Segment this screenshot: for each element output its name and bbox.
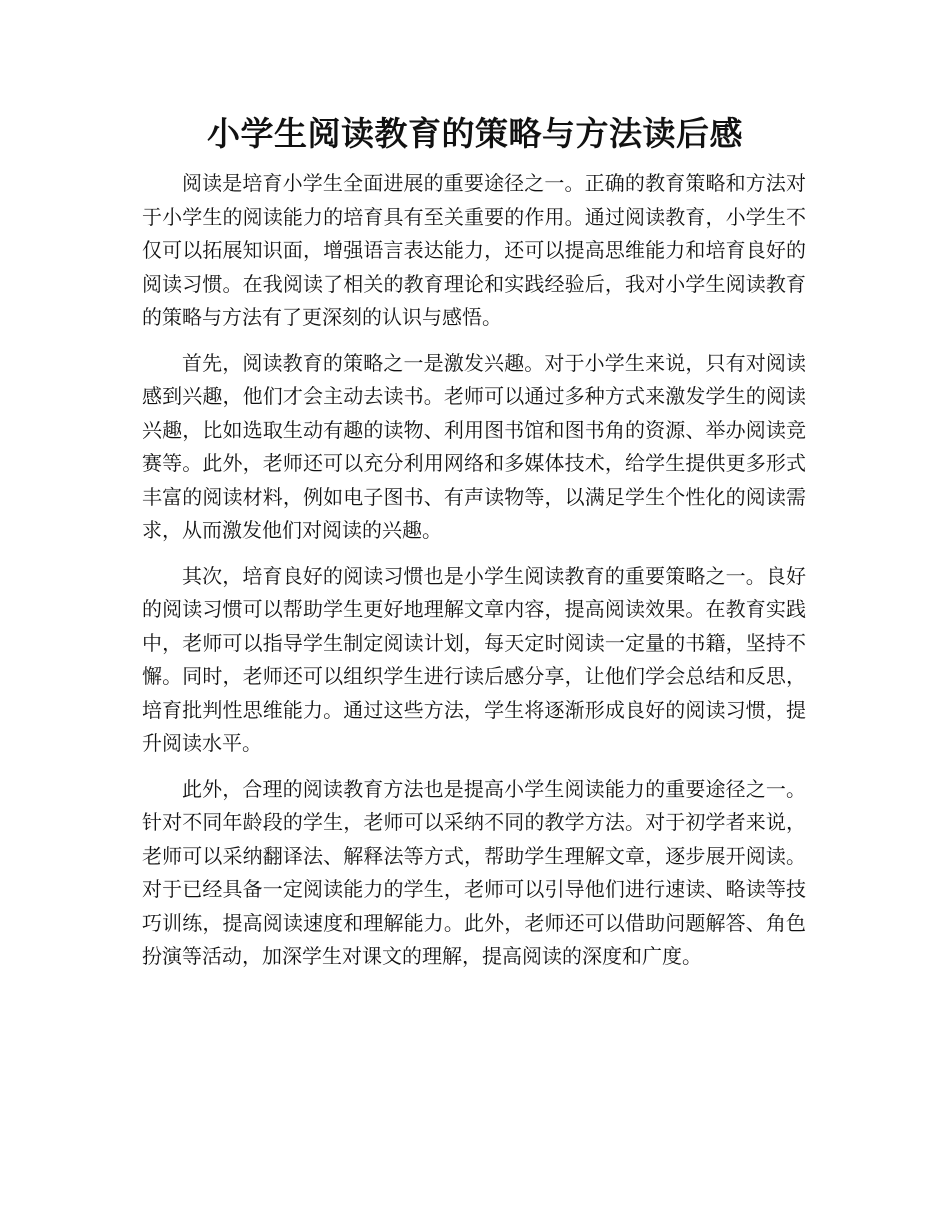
document-title: 小学生阅读教育的策略与方法读后感 [207,114,743,153]
paragraph-4: 此外，合理的阅读教育方法也是提高小学生阅读能力的重要途径之一。针对不同年龄段的学生，老师可以采纳不同的教学方法。对于初学者来说，老师可以采纳翻译法、解释法等方式，帮助学生理解文章，逐步展开阅读。对于已经具备一定阅读能力的学生，老师可以引导他们进行速读、略读等技巧训练，提高阅读速度和理解能力。此外，老师还可以借助问题解答、角色扮演等活动，加深学生对课文的理解，提高阅读的深度和广度。 [142,776,806,968]
paragraph-1: 阅读是培育小学生全面进展的重要途径之一。正确的教育策略和方法对于小学生的阅读能力的培育具有至关重要的作用。通过阅读教育，小学生不仅可以拓展知识面，增强语言表达能力，还可以提高思维能力和培育良好的阅读习惯。在我阅读了相关的教育理论和实践经验后，我对小学生阅读教育的策略与方法有了更深刻的认识与感悟。 [142,171,806,329]
paragraph-2: 首先，阅读教育的策略之一是激发兴趣。对于小学生来说，只有对阅读感到兴趣，他们才会主动去读书。老师可以通过多种方式来激发学生的阅读兴趣，比如选取生动有趣的读物、利用图书馆和图书角的资源、举办阅读竞赛等。此外，老师还可以充分利用网络和多媒体技术，给学生提供更多形式丰富的阅读材料，例如电子图书、有声读物等，以满足学生个性化的阅读需求，从而激发他们对阅读的兴趣。 [142,350,806,542]
document-body [142,167,806,986]
paragraph-3: 其次，培育良好的阅读习惯也是小学生阅读教育的重要策略之一。良好的阅读习惯可以帮助学生更好地理解文章内容，提高阅读效果。在教育实践中，老师可以指导学生制定阅读计划，每天定时阅读一定量的书籍，坚持不懈。同时，老师还可以组织学生进行读后感分享，让他们学会总结和反思，培育批判性思维能力。通过这些方法，学生将逐渐形成良好的阅读习惯，提升阅读水平。 [142,563,806,755]
